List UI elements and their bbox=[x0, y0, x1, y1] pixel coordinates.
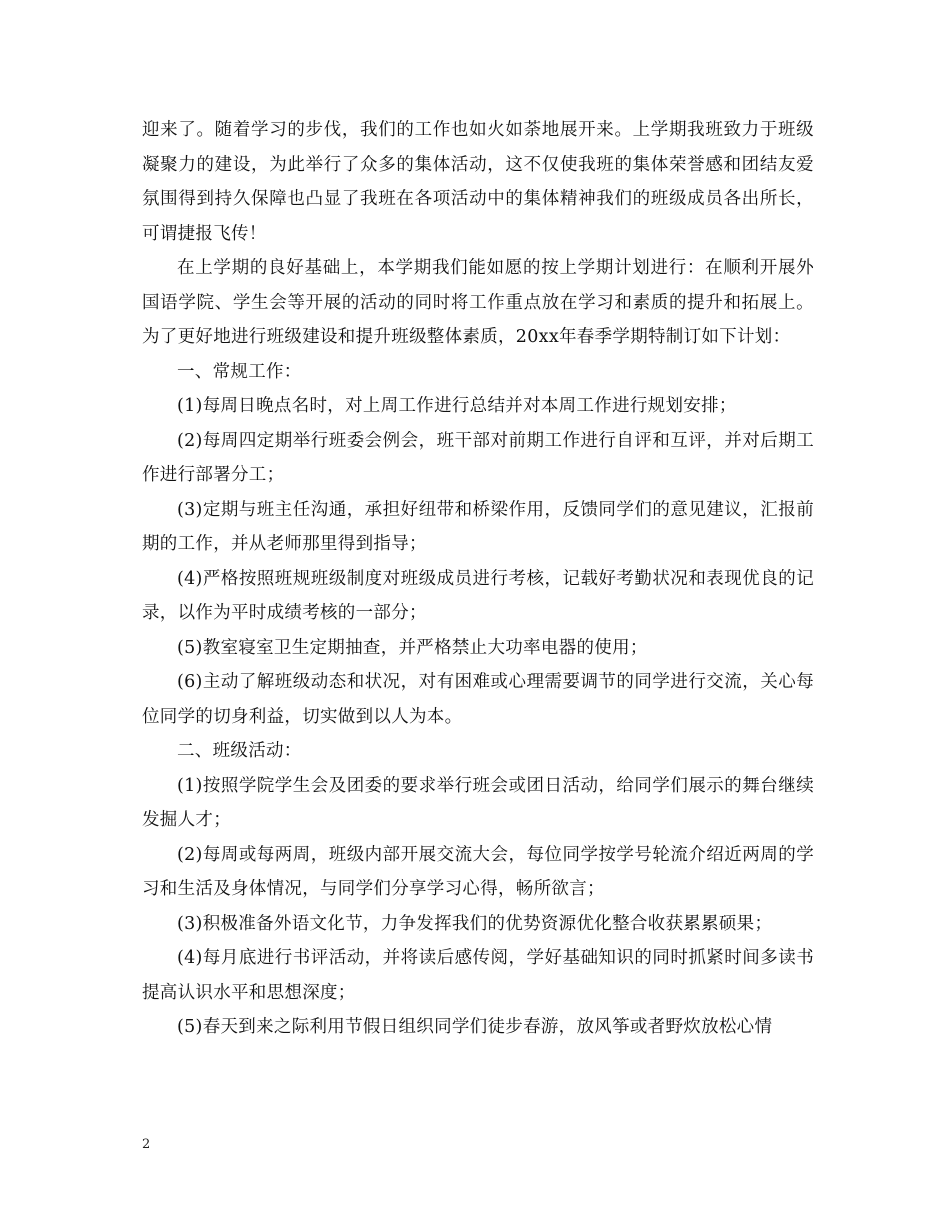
section-heading-routine-work: 一、常规工作： bbox=[177, 361, 302, 382]
list-item-routine-3: (3)定期与班主任沟通，承担好纽带和桥梁作用，反馈同学们的意见建议，汇报前期的工作，并从老师那里得到指导； bbox=[142, 499, 814, 554]
list-item-activity-5: (5)春天到来之际利用节假日组织同学们徒步春游，放风筝或者野炊放松心情 bbox=[177, 1017, 773, 1037]
list-item-routine-1: (1)每周日晚点名时，对上周工作进行总结并对本周工作进行规划安排； bbox=[177, 396, 737, 416]
list-item-activity-4: (4)每月底进行书评活动，并将读后感传阅，学好基础知识的同时抓紧时间多读书提高认识水平和思想深度； bbox=[142, 948, 814, 1003]
section-heading-class-activities: 二、班级活动： bbox=[177, 741, 302, 761]
list-item-routine-6: (6)主动了解班级动态和状况，对有困难或心理需要调节的同学进行交流，关心每位同学的切身利益，切实做到以人为本。 bbox=[142, 672, 814, 727]
paragraph-plan-overview: 在上学期的良好基础上，本学期我们能如愿的按上学期计划进行：在顺利开展外国语学院、学生会等开展的活动的同时将工作重点放在学习和素质的提升和拓展上。为了更好地进行班级建设和提升班级整体素质，20xx年春季学期特制订如下计划： bbox=[142, 258, 814, 347]
list-item-routine-4: (4)严格按照班规班级制度对班级成员进行考核，记载好考勤状况和表现优良的记录，以作为平时成绩考核的一部分； bbox=[142, 568, 814, 623]
document-body bbox=[142, 113, 814, 1045]
list-item-activity-1: (1)按照学院学生会及团委的要求举行班会或团日活动，给同学们展示的舞台继续发掘人才； bbox=[142, 775, 814, 830]
list-item-routine-2: (2)每周四定期举行班委会例会，班干部对前期工作进行自评和互评，并对后期工作进行部署分工； bbox=[142, 430, 814, 485]
paragraph-intro: 迎来了。随着学习的步伐，我们的工作也如火如荼地展开来。上学期我班致力于班级凝聚力的建设，为此举行了众多的集体活动，这不仅使我班的集体荣誉感和团结友爱氛围得到持久保障也凸显了我班在各项活动中的集体精神我们的班级成员各出所长，可谓捷报飞传！ bbox=[142, 120, 814, 244]
page-number: 2 bbox=[142, 1137, 151, 1152]
list-item-routine-5: (5)教室寝室卫生定期抽查，并严格禁止大功率电器的使用； bbox=[177, 637, 648, 658]
list-item-activity-2: (2)每周或每两周，班级内部开展交流大会，每位同学按学号轮流介绍近两周的学习和生活及身体情况，与同学们分享学习心得，畅所欲言； bbox=[142, 844, 814, 899]
list-item-activity-3: (3)积极准备外语文化节，力争发挥我们的优势资源优化整合收获累累硕果； bbox=[177, 913, 773, 934]
